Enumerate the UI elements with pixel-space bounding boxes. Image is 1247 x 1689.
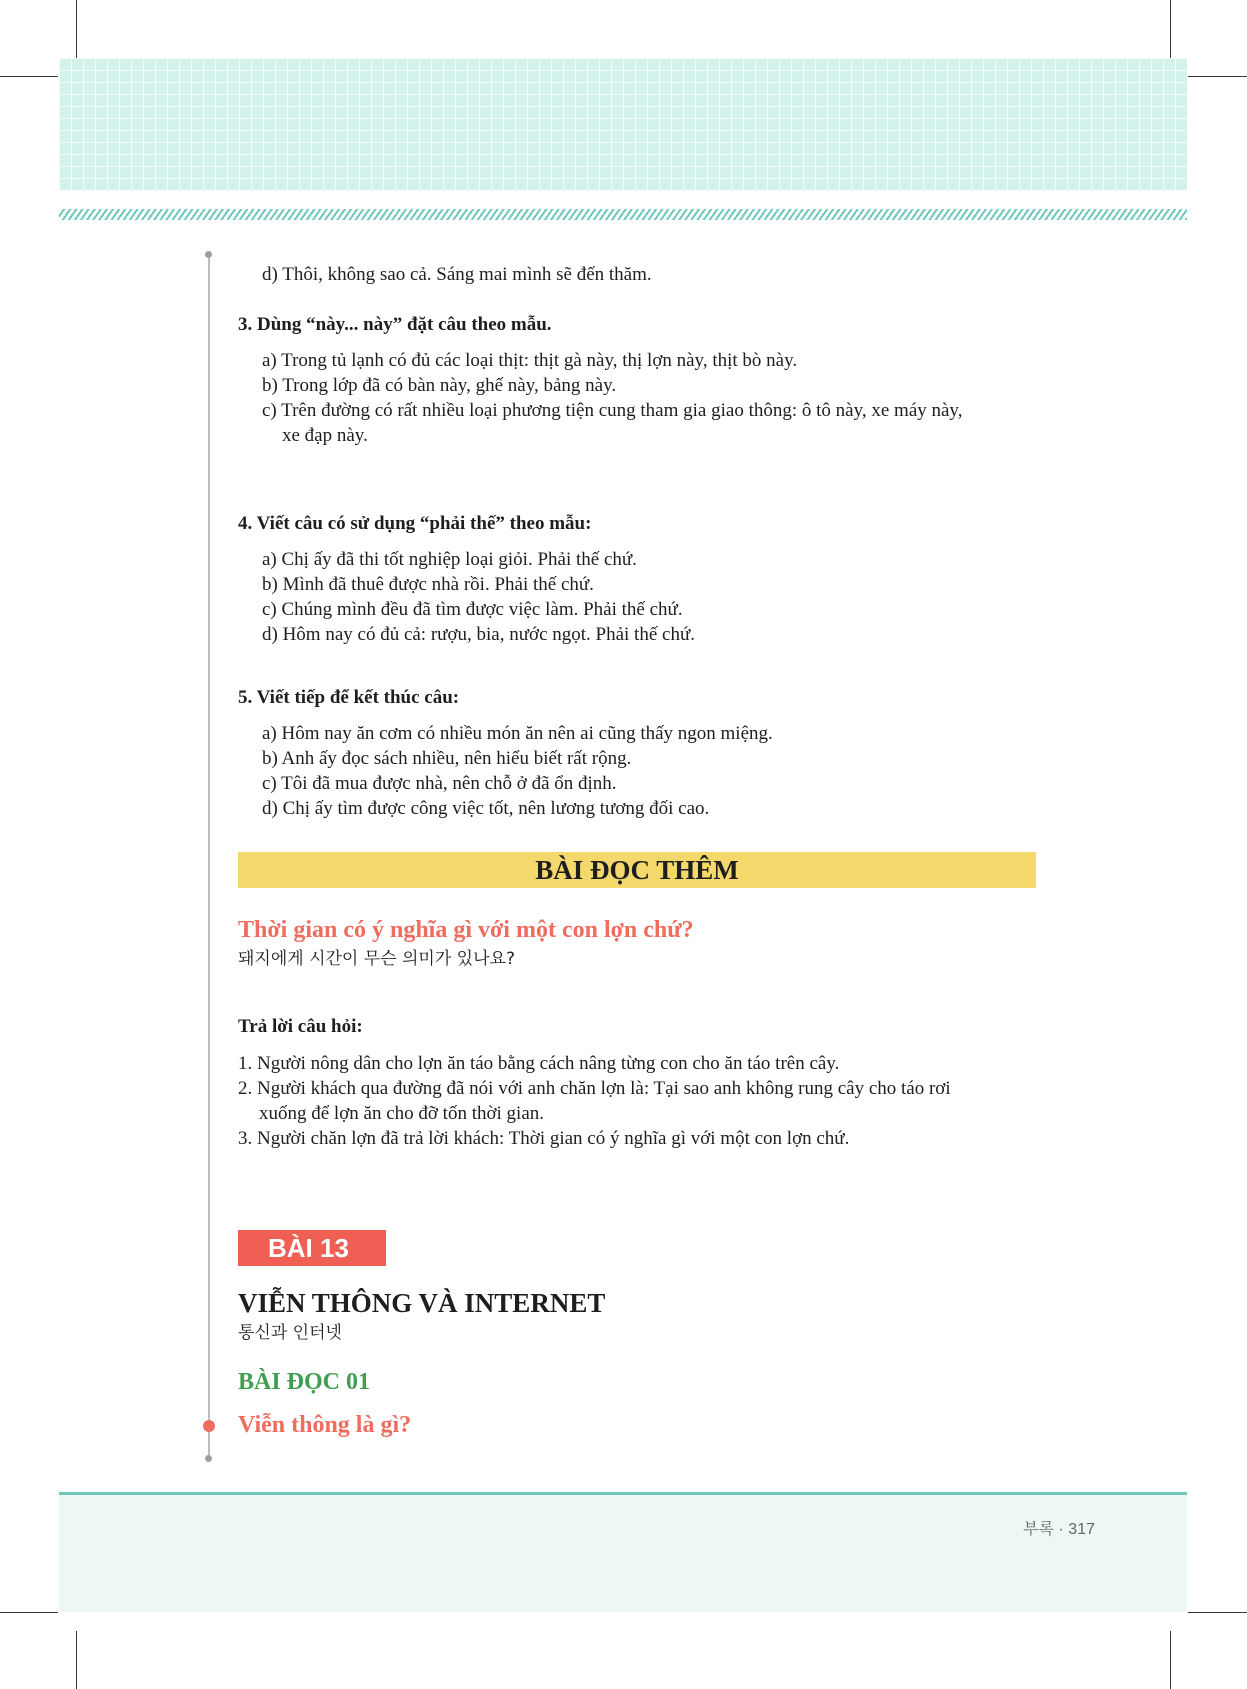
crop-mark	[1170, 1631, 1171, 1689]
list-item: d) Chị ấy tìm được công việc tốt, nên lương tương đối cao.	[262, 798, 710, 819]
exercise-5-title: 5. Viết tiếp để kết thúc câu:	[238, 687, 460, 708]
reading-title: Thời gian có ý nghĩa gì với một con lợn chứ?	[238, 917, 694, 943]
page-number: 부록 · 317	[1023, 1521, 1095, 1538]
crop-mark	[76, 0, 77, 58]
list-item-continuation: xe đạp này.	[282, 425, 368, 446]
margin-rule	[208, 254, 210, 1459]
margin-dot-top	[205, 251, 212, 258]
reading-banner: BÀI ĐỌC THÊM	[238, 852, 1036, 888]
list-item: d) Hôm nay có đủ cả: rượu, bia, nước ngọt. Phải thế chứ.	[262, 624, 696, 645]
exercise-4-title: 4. Viết câu có sử dụng “phải thế” theo mẫu:	[238, 513, 592, 534]
list-item: b) Trong lớp đã có bàn này, ghế này, bảng này.	[262, 375, 617, 396]
lesson-title-korean: 통신과 인터넷	[238, 1323, 342, 1343]
lesson-title: VIỄN THÔNG VÀ INTERNET	[238, 1288, 606, 1318]
crop-mark	[76, 1631, 77, 1689]
crop-mark	[1170, 0, 1171, 58]
crop-mark	[1188, 76, 1247, 77]
list-item: b) Mình đã thuê được nhà rồi. Phải thế chứ.	[262, 574, 594, 595]
crop-mark	[0, 1612, 58, 1613]
margin-dot-marker	[203, 1420, 215, 1432]
list-item: c) Chúng mình đều đã tìm được việc làm. Phải thế chứ.	[262, 599, 683, 620]
header-grid-band	[59, 58, 1187, 190]
footer-band	[59, 1495, 1187, 1612]
lesson-badge: BÀI 13	[238, 1230, 386, 1266]
reading-section-title: Viễn thông là gì?	[238, 1412, 412, 1438]
list-item: 2. Người khách qua đường đã nói với anh chăn lợn là: Tại sao anh không rung cây cho táo rơi	[238, 1078, 951, 1099]
exercise-3-title: 3. Dùng “này... này” đặt câu theo mẫu.	[238, 314, 552, 335]
list-item: b) Anh ấy đọc sách nhiều, nên hiểu biết rất rộng.	[262, 748, 632, 769]
list-item: c) Trên đường có rất nhiều loại phương tiện cung tham gia giao thông: ô tô này, xe máy này,	[262, 400, 963, 421]
reading-title-korean: 돼지에게 시간이 무슨 의미가 있나요?	[238, 949, 515, 969]
list-item: a) Hôm nay ăn cơm có nhiều món ăn nên ai cũng thấy ngon miệng.	[262, 723, 773, 744]
list-item-continuation: xuống để lợn ăn cho đỡ tốn thời gian.	[259, 1103, 545, 1124]
reading-section-label: BÀI ĐỌC 01	[238, 1369, 371, 1395]
list-item: c) Tôi đã mua được nhà, nên chỗ ở đã ổn định.	[262, 773, 617, 794]
list-item: 1. Người nông dân cho lợn ăn táo bằng cách nâng từng con cho ăn táo trên cây.	[238, 1053, 840, 1074]
list-item: a) Trong tủ lạnh có đủ các loại thịt: thịt gà này, thị lợn này, thịt bò này.	[262, 350, 798, 371]
header-hatch-stripe	[59, 209, 1187, 220]
list-item: d) Thôi, không sao cả. Sáng mai mình sẽ đến thăm.	[262, 264, 652, 285]
margin-dot-bottom	[205, 1455, 212, 1462]
list-item: 3. Người chăn lợn đã trả lời khách: Thời gian có ý nghĩa gì với một con lợn chứ.	[238, 1128, 850, 1149]
answers-title: Trả lời câu hỏi:	[238, 1016, 363, 1037]
crop-mark	[1188, 1612, 1247, 1613]
list-item: a) Chị ấy đã thi tốt nghiệp loại giỏi. Phải thế chứ.	[262, 549, 637, 570]
crop-mark	[0, 76, 58, 77]
